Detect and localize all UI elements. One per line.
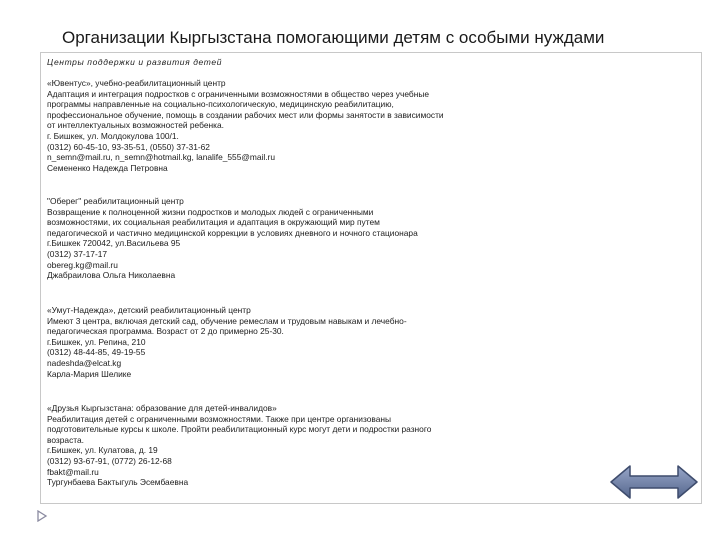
- org-email: fbakt@mail.ru: [47, 466, 99, 477]
- org-description: профессиональное обучение, помощь в создании рабочих мест или формы занятости в зависимости: [47, 109, 444, 120]
- org-contact-person: Тургунбаева Бактыгуль Эсембаевна: [47, 477, 189, 488]
- org-name: "Оберег" реабилитационный центр: [47, 196, 184, 206]
- org-email: obereg.kg@mail.ru: [47, 259, 118, 270]
- org-address: г.Бишкек, ул. Репина, 210: [47, 336, 146, 347]
- org-contact-person: Джабраилова Ольга Николаевна: [47, 270, 176, 281]
- org-contact-person: Семененко Надежда Петровна: [47, 162, 168, 173]
- org-phone: (0312) 93-67-91, (0772) 26-12-68: [47, 455, 172, 466]
- section-subtitle: Центры поддержки и развития детей: [47, 57, 223, 67]
- org-description: педагогическая программа. Возраст от 2 до примерно 25-30.: [47, 326, 284, 337]
- org-contact-person: Карла-Мария Шелике: [47, 368, 132, 379]
- org-name: «Ювентус», учебно-реабилитационный центр: [47, 78, 226, 88]
- org-description: возможностями, их социальная реабилитация и адаптация в окружающий мир путем: [47, 217, 380, 228]
- slide-title: Организации Кыргызстана помогающими детям с особыми нуждами: [62, 28, 605, 47]
- org-address: г. Бишкек, ул. Молдокулова 100/1.: [47, 130, 179, 141]
- left-right-arrow-icon[interactable]: [608, 462, 700, 502]
- org-description: Реабилитация детей с ограниченными возможностями. Также при центре организованы: [47, 413, 392, 424]
- org-block-friends-of-kyrgyzstan: [47, 403, 507, 488]
- org-block-juventus: [47, 78, 507, 173]
- org-address: г.Бишкек, ул. Кулатова, д. 19: [47, 445, 158, 456]
- org-name: «Друзья Кыргызстана: образование для детей-инвалидов»: [47, 403, 277, 413]
- org-name: «Умут-Надежда», детский реабилитационный центр: [47, 305, 251, 315]
- triangle-bullet-icon: [36, 510, 48, 522]
- org-description: Возвращение к полноценной жизни подростков и молодых людей с ограниченными: [47, 206, 374, 217]
- org-description: возраста.: [47, 434, 84, 445]
- org-address: г.Бишкек 720042, ул.Васильева 95: [47, 238, 181, 249]
- org-description: программы направленные на социально-психологическую, медицинскую реабилитацию,: [47, 99, 394, 110]
- org-description: Имеют 3 центра, включая детский сад, обучение ремеслам и трудовым навыкам и лечебно-: [47, 315, 407, 326]
- org-description: педагогической и частично медицинской коррекции в условиях дневного и ночного стационара: [47, 227, 418, 238]
- org-phone: (0312) 37-17-17: [47, 248, 108, 259]
- org-block-obereg: [47, 196, 507, 281]
- org-description: подготовительные курсы к школе. Пройти реабилитационный курс могут дети и подростки разного: [47, 424, 432, 435]
- org-description: от интеллектуальных возможностей ребенка.: [47, 120, 224, 131]
- org-email: n_semn@mail.ru, n_semn@hotmail.kg, lanalife_555@mail.ru: [47, 152, 276, 163]
- org-phone: (0312) 48-44-85, 49-19-55: [47, 347, 146, 358]
- org-email: nadeshda@elcat.kg: [47, 357, 122, 368]
- org-phone: (0312) 60-45-10, 93-35-51, (0550) 37-31-62: [47, 141, 210, 152]
- org-block-umut-nadezhda: [47, 305, 507, 379]
- org-description: Адаптация и интеграция подростков с ограниченными возможностями в общество через учебные: [47, 88, 430, 99]
